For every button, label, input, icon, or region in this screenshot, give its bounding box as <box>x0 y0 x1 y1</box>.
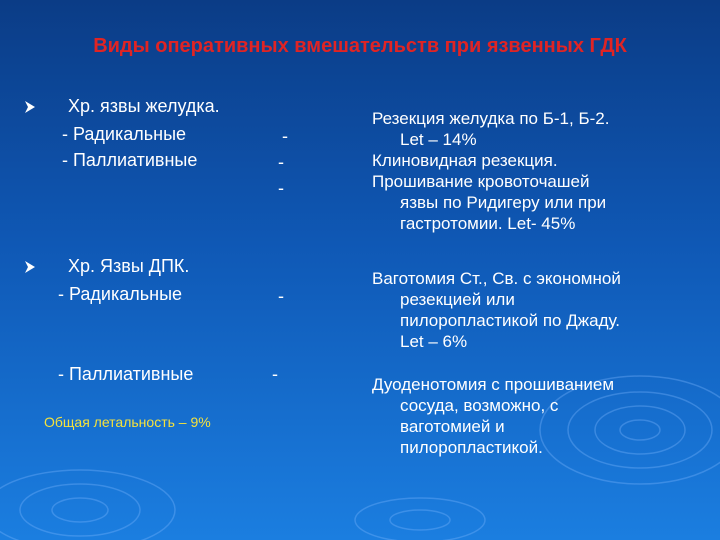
op-line: Прошивание кровоточашей <box>372 172 590 191</box>
op-line: пилоропластикой по Джаду. <box>400 311 621 330</box>
gastric-operations <box>372 108 702 234</box>
duodenal-operation-radical <box>372 268 702 352</box>
gastric-palliative: - Паллиативные <box>62 150 198 170</box>
op-line: Ваготомия Ст., Св. с экономной <box>372 269 621 288</box>
dash: - <box>272 364 278 384</box>
duodenal-radical: - Радикальные <box>58 284 183 304</box>
slide-title: Виды оперативных вмешательств при язвенных ГДК <box>93 35 627 57</box>
op-line: Резекция желудка по Б-1, Б-2. <box>372 109 610 128</box>
op-line: резекцией или <box>400 290 515 309</box>
op-line: ваготомией и <box>400 417 505 436</box>
dash: - <box>282 126 288 146</box>
gastric-radical: - Радикальные <box>62 124 187 144</box>
op-line: Let – 6% <box>400 332 468 351</box>
op-line: Let – 14% <box>400 130 477 149</box>
arrow-bullet-icon <box>24 100 36 114</box>
duodenal-palliative: - Паллиативные <box>58 364 194 384</box>
op-line: сосуда, возможно, с <box>400 396 559 415</box>
op-line: пилоропластикой. <box>400 438 543 457</box>
op-line: Дуоденотомия с прошиванием <box>372 375 615 394</box>
overall-mortality-note: Общая летальность – 9% <box>44 414 211 430</box>
op-line: язвы по Ридигеру или при <box>400 193 607 212</box>
dash: - <box>278 178 284 198</box>
dash: - <box>278 152 284 172</box>
duodenal-operation-palliative <box>372 374 702 458</box>
duodenal-heading: Хр. Язвы ДПК. <box>68 256 190 276</box>
dash: - <box>278 286 284 306</box>
gastric-heading: Хр. язвы желудка. <box>68 96 220 116</box>
op-line: Клиновидная резекция. <box>372 151 558 170</box>
op-line: гастротомии. Let- 45% <box>400 214 576 233</box>
arrow-bullet-icon <box>24 260 36 274</box>
